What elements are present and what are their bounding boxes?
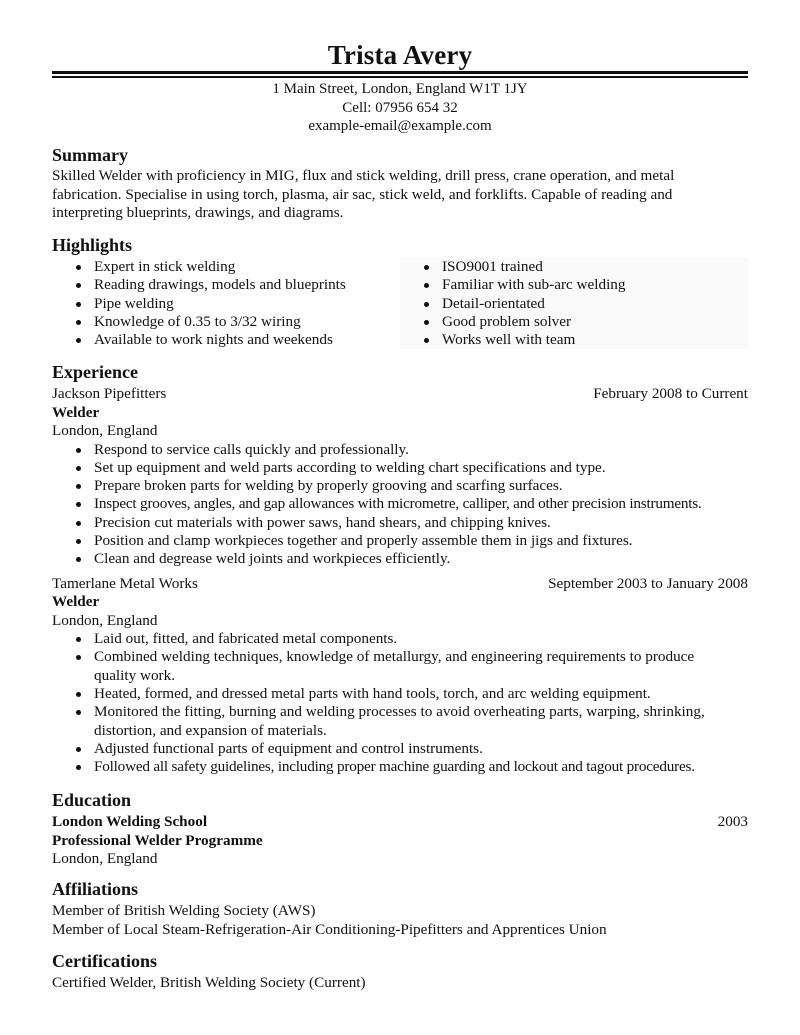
duty-item: Inspect grooves, angles, and gap allowances with micrometre, calliper, and other precision instruments.	[52, 495, 748, 513]
highlights-left-list	[52, 258, 400, 349]
bullet-icon	[424, 283, 429, 288]
section-title-affiliations: Affiliations	[52, 879, 139, 899]
duty-item: Position and clamp workpieces together and properly assemble them in jigs and fixtures.	[52, 532, 748, 550]
job-role: Welder	[52, 593, 100, 611]
job-company: Jackson Pipefitters	[52, 385, 167, 402]
duty-item: Combined welding techniques, knowledge of metallurgy, and engineering requirements to produce quality work.	[52, 648, 708, 685]
candidate-name: Trista Avery	[327, 40, 473, 70]
bullet-icon	[76, 539, 81, 544]
education-year: 2003	[717, 813, 748, 830]
job-location: London, England	[52, 422, 158, 439]
bullet-icon	[76, 320, 81, 325]
bullet-icon	[76, 521, 81, 526]
bullet-icon	[424, 338, 429, 343]
job-entry	[52, 575, 748, 777]
job-role: Welder	[52, 403, 100, 421]
bullet-icon	[76, 302, 81, 307]
highlight-item: Works well with team	[400, 331, 748, 349]
bullet-icon	[76, 466, 81, 471]
highlight-item: Reading drawings, models and blueprints	[52, 276, 400, 294]
affiliation-item: Member of British Welding Society (AWS)	[52, 902, 316, 919]
bullet-icon	[76, 502, 81, 507]
bullet-icon	[76, 765, 81, 770]
duty-item: Clean and degrease weld joints and workpieces efficiently.	[52, 550, 748, 568]
highlights-section	[52, 234, 748, 349]
phone: Cell: 07956 654 32	[342, 99, 458, 116]
header-rule-thick	[52, 71, 748, 74]
duty-item: Adjusted functional parts of equipment and control instruments.	[52, 740, 708, 758]
job-duties	[52, 630, 748, 776]
duty-item: Followed all safety guidelines, including proper machine guarding and lockout and tagout procedures.	[52, 758, 748, 776]
bullet-icon	[76, 448, 81, 453]
school-name: London Welding School	[52, 813, 208, 830]
duty-item: Precision cut materials with power saws, hand shears, and chipping knives.	[52, 514, 748, 532]
duty-item: Set up equipment and weld parts according to welding chart specifications and type.	[52, 459, 748, 477]
contact-block	[52, 80, 748, 136]
job-company: Tamerlane Metal Works	[52, 574, 198, 592]
bullet-icon	[76, 710, 81, 715]
duty-item: Respond to service calls quickly and professionally.	[52, 441, 748, 459]
job-dates: February 2008 to Current	[593, 385, 748, 402]
duty-item: Prepare broken parts for welding by properly grooving and scarfing surfaces.	[52, 477, 748, 495]
education-section	[52, 789, 748, 869]
education-location: London, England	[52, 850, 158, 867]
bullet-icon	[76, 283, 81, 288]
highlight-item: Familiar with sub-arc welding	[400, 276, 748, 294]
bullet-icon	[76, 338, 81, 343]
summary-text: Skilled Welder with proficiency in MIG, flux and stick welding, drill press, crane operation, and metal fabrication. Specialise in using torch, plasma, air sac, stick weld, and forklifts. Capable of reading and interpreting blueprints, drawings, and diagrams.	[52, 167, 675, 221]
address: 1 Main Street, London, England W1T 1JY	[272, 81, 528, 97]
duty-item: Monitored the fitting, burning and welding processes to avoid overheating parts, warping, shrinking, distortion, and expansion of materials.	[52, 703, 708, 740]
section-title-summary: Summary	[52, 145, 128, 165]
highlight-item: Good problem solver	[400, 313, 748, 331]
header-rule-thin	[52, 76, 748, 78]
highlight-item: Detail-orientated	[400, 295, 748, 313]
highlight-item: Pipe welding	[52, 295, 400, 313]
highlight-item: ISO9001 trained	[400, 258, 748, 276]
certification-item: Certified Welder, British Welding Society (Current)	[52, 974, 366, 991]
email: example-email@example.com	[308, 118, 492, 134]
job-dates: September 2003 to January 2008	[548, 574, 748, 592]
job-location: London, England	[52, 611, 158, 629]
bullet-icon	[76, 637, 81, 642]
job-entry	[52, 385, 748, 569]
highlights-right-list	[400, 258, 748, 349]
section-title-highlights: Highlights	[52, 235, 133, 255]
bullet-icon	[424, 320, 429, 325]
highlight-item: Knowledge of 0.35 to 3/32 wiring	[52, 313, 400, 331]
section-title-certifications: Certifications	[52, 951, 157, 971]
highlight-item: Available to work nights and weekends	[52, 331, 400, 349]
section-title-experience: Experience	[52, 362, 138, 382]
duty-item: Laid out, fitted, and fabricated metal components.	[52, 630, 708, 648]
bullet-icon	[76, 692, 81, 697]
programme-name: Professional Welder Programme	[52, 831, 263, 849]
bullet-icon	[424, 265, 429, 270]
duty-item: Heated, formed, and dressed metal parts with hand tools, torch, and arc welding equipment.	[52, 685, 708, 703]
bullet-icon	[76, 265, 81, 270]
section-title-education: Education	[52, 790, 132, 810]
summary-section	[52, 144, 748, 223]
highlight-item: Expert in stick welding	[52, 258, 400, 276]
affiliations-section	[52, 878, 748, 939]
certifications-section	[52, 950, 748, 993]
bullet-icon	[424, 302, 429, 307]
job-duties	[52, 441, 748, 569]
bullet-icon	[76, 484, 81, 489]
bullet-icon	[76, 557, 81, 562]
experience-section	[52, 361, 748, 776]
bullet-icon	[76, 747, 81, 752]
affiliation-item: Member of Local Steam-Refrigeration-Air Conditioning-Pipefitters and Apprentices Union	[52, 920, 607, 938]
bullet-icon	[76, 655, 81, 660]
